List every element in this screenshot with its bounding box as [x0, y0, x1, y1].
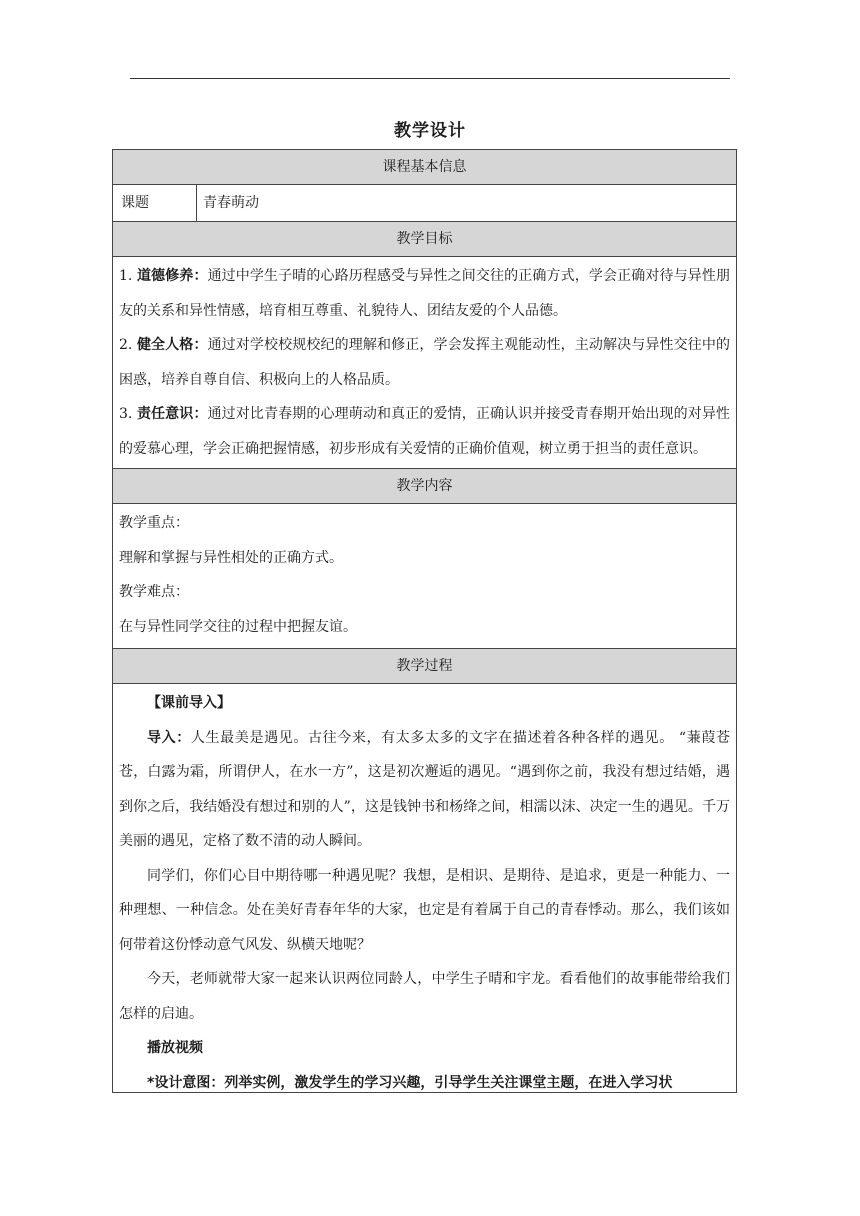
process-cell: [113, 684, 736, 1092]
objectives-header: 教学目标: [113, 222, 736, 257]
objective-text: 通过对比青春期的心理萌动和真正的爱情，正确认识并接受青春期开始出现的对异性的爱慕心理，学会正确把握情感，初步形成有关爱情的正确价值观，树立勇于担当的责任意识。: [119, 406, 731, 457]
objective-item: 3. 责任意识：通过对比青春期的心理萌动和真正的爱情，正确认识并接受青春期开始出现的对异性的爱慕心理，学会正确把握情感，初步形成有关爱情的正确价值观，树立勇于担当的责任意识。: [119, 406, 731, 457]
topic-row: [113, 185, 736, 222]
objective-text: 通过中学生子晴的心路历程感受与异性之间交往的正确方式，学会正确对待与异性朋友的关系和异性情感，培育相互尊重、礼貌待人、团结友爱的个人品德。: [119, 268, 731, 319]
intro-paragraph: [119, 721, 730, 859]
header-rule: [130, 78, 730, 79]
objective-number: 1.: [119, 268, 133, 284]
process-paragraph-2: 同学们，你们心目中期待哪一种遇见呢？我想，是相识、是期待、是追求，更是一种能力、一种理想、一种信念。处在美好青春年华的大家，也定是有着属于自己的青春悸动。那么，我们该如何带着这份悸动意气风发、纵横天地呢？: [119, 867, 730, 953]
topic-label: 课题: [113, 185, 197, 221]
intro-label: 导入：: [147, 729, 191, 746]
objectives-cell: [113, 257, 736, 469]
objective-label: 健全人格: [136, 337, 194, 353]
difficulty-text: 在与异性同学交往的过程中把握友谊。: [119, 618, 357, 635]
objective-text: 通过对学校校规校纪的理解和修正，学会发挥主观能动性，主动解决与异性交往中的困惑，培养自尊自信、积极向上的人格品质。: [119, 337, 731, 388]
document-title: 教学设计: [394, 121, 466, 141]
course-info-header: 课程基本信息: [113, 150, 736, 185]
objective-item: 2. 健全人格：通过对学校校规校纪的理解和修正，学会发挥主观能动性，主动解决与异性交往中的困惑，培养自尊自信、积极向上的人格品质。: [119, 337, 731, 388]
process-section-title: 【课前导入】: [147, 695, 231, 711]
objective-item: 1. 道德修养：通过中学生子晴的心路历程感受与异性之间交往的正确方式，学会正确对待与异性朋友的关系和异性情感，培育相互尊重、礼貌待人、团结友爱的个人品德。: [119, 268, 731, 319]
process-header: 教学过程: [113, 649, 736, 684]
process-paragraph-3: 今天，老师就带大家一起来认识两位同龄人，中学生子晴和宇龙。看看他们的故事能带给我们怎样的启迪。: [119, 971, 730, 1022]
objective-number: 3.: [119, 406, 133, 422]
design-intent: *设计意图：列举实例，激发学生的学习兴趣，引导学生关注课堂主题，在进入学习状: [147, 1074, 673, 1091]
video-label: 播放视频: [147, 1040, 203, 1056]
key-point-label: 教学重点：: [119, 515, 189, 531]
difficulty-label: 教学难点：: [119, 584, 189, 600]
objective-label: 道德修养: [136, 268, 194, 284]
intro-text: 人生最美是遇见。古往今来，有太多太多的文字在描述着各种各样的遇见。 “蒹葭苍苍，白露为霜，所谓伊人，在水一方”，这是初次邂逅的遇见。“遇到你之前，我没有想过结婚，遇到你之后，我结婚没有想过和别的人”，这是钱钟书和杨绛之间，相濡以沫、决定一生的遇见。千万美丽的遇见，定格了数不清的动人瞬间。: [119, 729, 730, 849]
lesson-plan-table: [112, 149, 737, 1093]
content-header: 教学内容: [113, 469, 736, 504]
topic-value: 青春萌动: [203, 195, 259, 211]
objective-label: 责任意识: [136, 406, 194, 422]
content-cell: [113, 504, 736, 649]
objective-number: 2.: [119, 337, 133, 353]
key-point-text: 理解和掌握与异性相处的正确方式。: [119, 549, 343, 566]
